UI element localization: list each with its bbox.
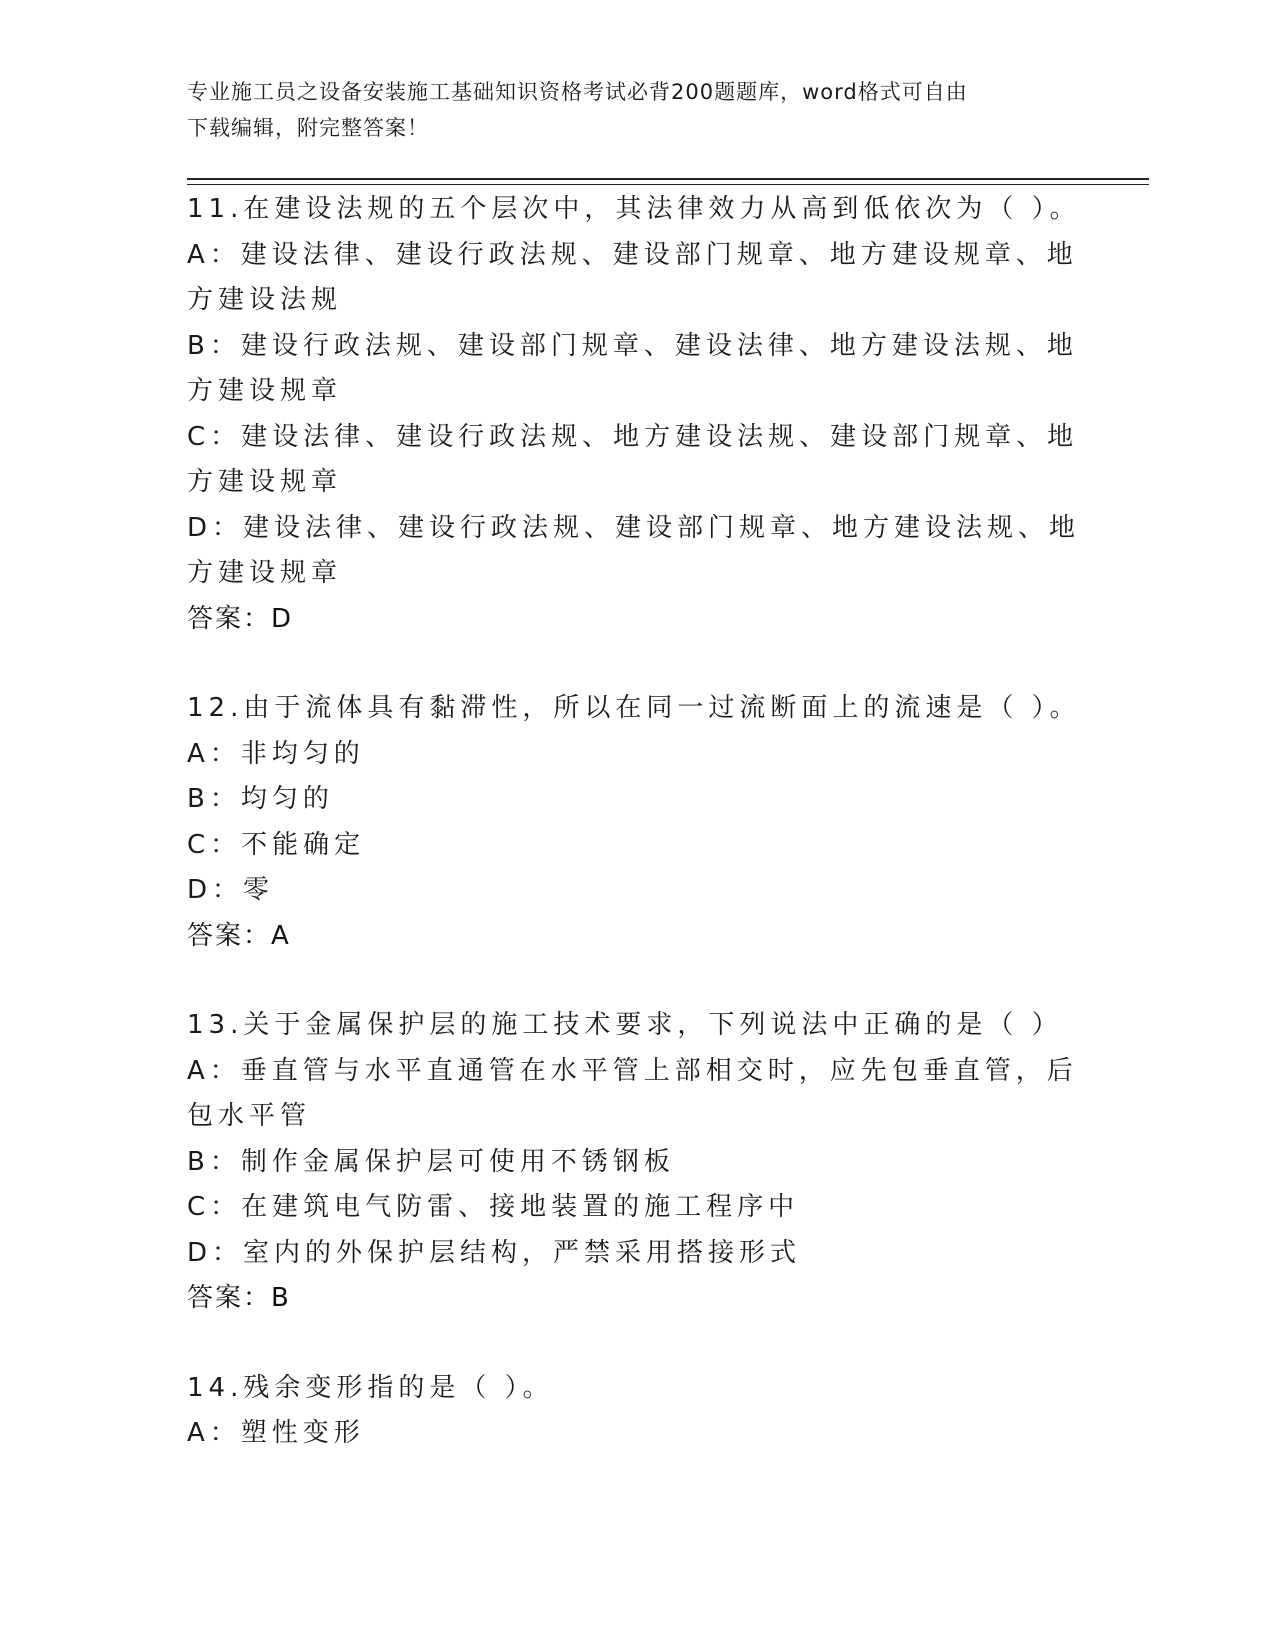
option-c: C：不能确定 (187, 829, 366, 860)
document-header (187, 74, 1067, 146)
option-b: B：均匀的 (187, 784, 334, 814)
header-line-1: 专业施工员之设备安装施工基础知识资格考试必背200题题库，word格式可自由 (187, 80, 968, 104)
option-c: C：建设法律、建设行政法规、地方建设法规、建设部门规章、地方建设规章 (187, 421, 1079, 497)
header-divider-thin (187, 184, 1149, 185)
header-line-2: 下载编辑，附完整答案！ (187, 116, 429, 140)
answer-text: 答案：A (187, 920, 291, 951)
question-stem: 11.在建设法规的五个层次中，其法律效力从高到低依次为（ ）。 (187, 194, 1081, 224)
question-stem: 13.关于金属保护层的施工技术要求，下列说法中正确的是（ ） (187, 1010, 1063, 1040)
question-list (187, 187, 1087, 1501)
answer-text: 答案：B (187, 1283, 291, 1313)
option-d: D：零 (187, 875, 275, 905)
question-13 (187, 1003, 1087, 1322)
option-a: A：非均匀的 (187, 738, 365, 769)
question-14 (187, 1366, 1087, 1457)
answer-text: 答案：D (187, 603, 294, 634)
question-stem: 14.残余变形指的是（ ）。 (187, 1372, 554, 1403)
option-b: B：制作金属保护层可使用不锈钢板 (187, 1146, 675, 1177)
option-b: B：建设行政法规、建设部门规章、建设法律、地方建设法规、地方建设规章 (187, 330, 1078, 406)
question-stem: 12.由于流体具有黏滞性，所以在同一过流断面上的流速是（ ）。 (187, 693, 1081, 723)
option-a: A：建设法律、建设行政法规、建设部门规章、地方建设规章、地方建设法规 (187, 239, 1078, 315)
option-d: D：室内的外保护层结构，严禁采用搭接形式 (187, 1237, 802, 1268)
header-divider-thick (187, 178, 1149, 180)
option-a: A：垂直管与水平直通管在水平管上部相交时，应先包垂直管，后包水平管 (187, 1055, 1078, 1131)
option-d: D：建设法律、建设行政法规、建设部门规章、地方建设法规、地方建设规章 (187, 512, 1081, 588)
option-c: C：在建筑电气防雷、接地装置的施工程序中 (187, 1192, 800, 1222)
option-a: A：塑性变形 (187, 1418, 365, 1448)
question-12 (187, 686, 1087, 959)
question-11 (187, 187, 1087, 642)
